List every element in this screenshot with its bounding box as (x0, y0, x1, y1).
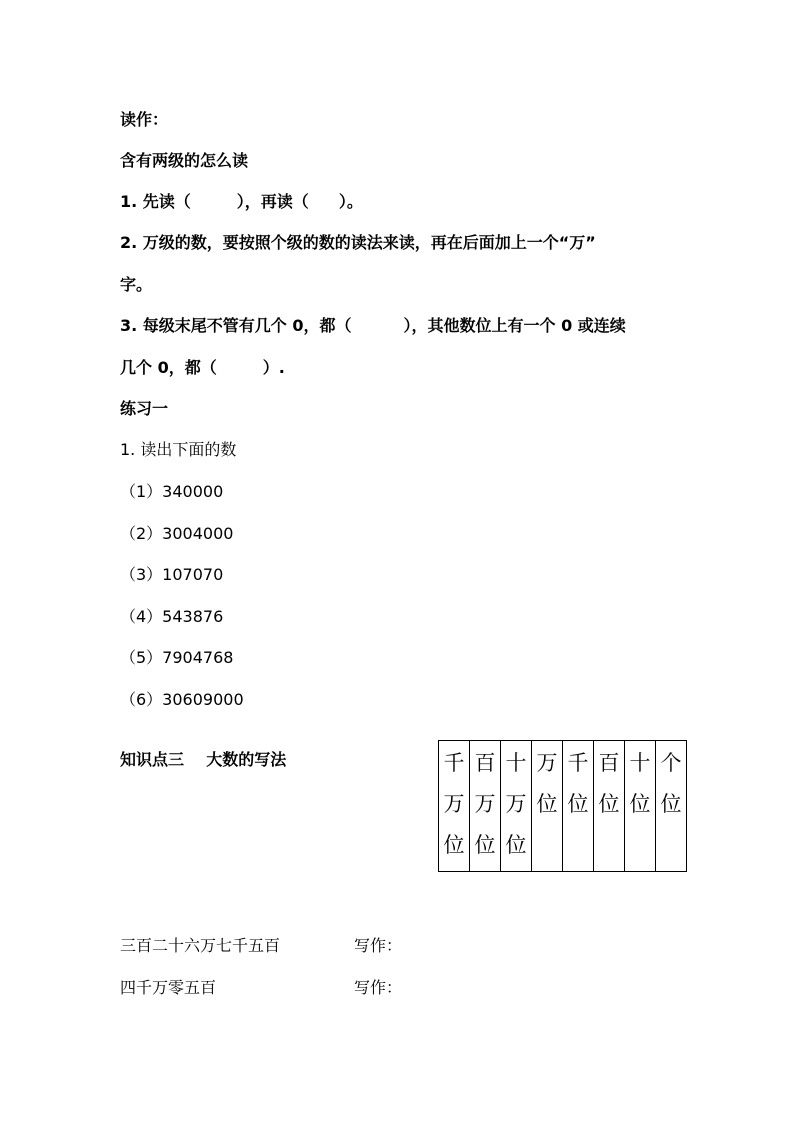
rule-3-line-1 (120, 316, 626, 336)
place-char: 位 (567, 792, 589, 816)
place-char: 位 (660, 792, 682, 816)
rule-1-part-a: 1. 先读（ (120, 192, 191, 211)
rule-3-part-d: ）. (262, 358, 285, 377)
place-char: 个 (660, 751, 682, 775)
practice-item: （2）3004000 (120, 524, 234, 543)
place-char: 十 (505, 751, 527, 775)
place-char: 位 (629, 792, 651, 816)
practice-item: （3）107070 (120, 565, 224, 584)
place-cell-baiwan (470, 741, 501, 872)
writing-exercise-label: 写作： (354, 936, 403, 955)
place-char: 位 (443, 833, 465, 857)
place-char: 千 (567, 751, 589, 775)
place-value-table (438, 740, 687, 872)
writing-exercise-label: 写作： (354, 978, 403, 997)
writing-exercise-words: 三百二十六万七千五百 (120, 936, 281, 955)
practice-item: （6）30609000 (120, 690, 244, 709)
practice-question: 1. 读出下面的数 (120, 440, 237, 459)
writing-exercise-words: 四千万零五百 (120, 978, 217, 997)
place-cell-ge (656, 741, 687, 872)
rule-1-part-b: ），再读（ (236, 192, 309, 211)
place-cell-qian (563, 741, 594, 872)
practice-item: （1）340000 (120, 482, 224, 501)
rule-3-part-b: ），其他数位上有一个 0 或连续 (403, 316, 626, 335)
rule-2-line-2: 字。 (120, 275, 153, 294)
rule-1 (120, 192, 363, 212)
reading-heading: 读作： (120, 110, 169, 129)
place-char: 百 (598, 751, 620, 775)
place-char: 位 (505, 833, 527, 857)
rule-3-part-a: 3. 每级末尾不管有几个 0，都（ (120, 316, 352, 335)
place-char: 万 (536, 751, 558, 775)
place-char: 千 (443, 751, 465, 775)
writing-title: 知识点三 大数的写法 (120, 750, 287, 769)
reading-subheading: 含有两级的怎么读 (120, 151, 249, 170)
place-char: 位 (474, 833, 496, 857)
place-char: 十 (629, 751, 651, 775)
place-char: 位 (536, 792, 558, 816)
rule-3-part-c: 几个 0，都（ (120, 358, 217, 377)
place-cell-shiwan (501, 741, 532, 872)
place-cell-wan (532, 741, 563, 872)
practice-item: （4）543876 (120, 607, 224, 626)
place-cell-shi (625, 741, 656, 872)
place-cell-qianwan (439, 741, 470, 872)
rule-2-line-1: 2. 万级的数，要按照个级的数的读法来读，再在后面加上一个“万” (120, 233, 596, 252)
place-char: 位 (598, 792, 620, 816)
place-char: 万 (474, 792, 496, 816)
place-char: 万 (505, 792, 527, 816)
rule-1-part-c: ）。 (338, 192, 363, 211)
place-char: 百 (474, 751, 496, 775)
place-cell-bai (594, 741, 625, 872)
place-char: 万 (443, 792, 465, 816)
practice-item: （5）7904768 (120, 648, 234, 667)
practice-title: 练习一 (120, 399, 169, 418)
place-value-row (439, 741, 687, 872)
rule-3-line-2 (120, 358, 285, 378)
